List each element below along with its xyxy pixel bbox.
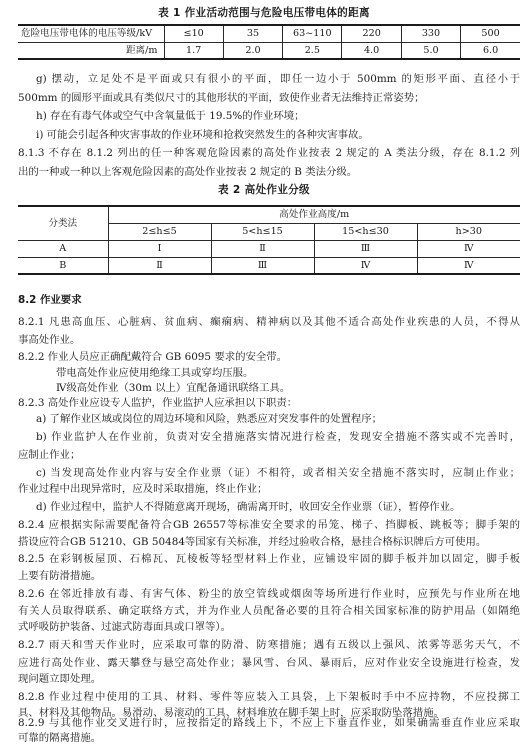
table2-grade-cell: Ⅳ: [417, 257, 520, 274]
table1-voltage-cell: ≤10: [164, 25, 223, 42]
table2-range-cell: 15<h≤30: [314, 223, 417, 240]
text-line: 上要有防滑措施。: [18, 570, 102, 582]
table2-class-cell: A: [18, 240, 108, 257]
text-line: 8.2.8 作业过程中使用的工具、材料、零件等应装入工具袋，上下架板时手中不应持物，不应投掷工: [18, 691, 520, 703]
table1-distance-cell: 6.0: [461, 42, 520, 59]
text-line: 8.2.4 应根据实际需要配备符合GB 26557等标准安全要求的吊笼、梯子、挡脚板、跳板等；脚手架的: [18, 519, 520, 531]
table1-distance-cell: 2.5: [283, 42, 342, 59]
table2-grade-cell: Ⅱ: [211, 240, 314, 257]
table2-group-header: 高处作业高度/m: [108, 206, 520, 223]
table2-grade-cell: Ⅱ: [108, 257, 211, 274]
text-line: 具、材料及其他物品。易滑动、易滚动的工具、材料堆放在脚手架上时，应采取防坠落措施。: [18, 707, 445, 719]
text-line: 8.2.5 在彩钢板屋顶、石棉瓦、瓦棱板等轻型材料上作业，应铺设牢固的脚手板并加以固定，脚手板: [18, 553, 520, 565]
text-line: 8.2.9 与其他作业交叉进行时，应按指定的路线上下，不应上下垂直作业，如果确需垂直作业应采取: [18, 717, 520, 729]
table1: [18, 24, 520, 60]
text-line: a) 了解作业区域或岗位的周边环境和风险，熟悉应对突发事件的处置程序；: [36, 413, 383, 425]
text-line: Ⅳ级高处作业（30m 以上）宜配备通讯联络工具。: [56, 382, 291, 394]
table2-range-cell: 2≤h≤5: [108, 223, 211, 240]
table1-distance-cell: 5.0: [401, 42, 460, 59]
table2-row-a: [18, 240, 520, 257]
text-line: d) 作业过程中，监护人不得随意离开现场，确需离开时，收回安全作业票（证），暂停作业。: [36, 501, 461, 513]
table1-voltage-cell: 35: [223, 25, 282, 42]
text-line: 作业过程中出现异常时，应及时采取措施，终止作业；: [18, 483, 268, 495]
table2-header-row: [18, 206, 520, 223]
table1-distance-cell: 4.0: [342, 42, 401, 59]
text-line: 搭设应符合GB 51210、GB 50484等国家有关标准，并经过验收合格，悬挂合格标识牌后方可使用。: [18, 536, 487, 548]
table1-voltage-cell: 63~110: [283, 25, 342, 42]
text-line: 应进行高处作业、露天攀登与悬空高处作业；暴风雪、台风、暴雨后，应对作业安全设施进行检查，发: [18, 657, 520, 669]
text-line: 出的一种或一种以上客观危险因素的高处作业按表 2 规定的 B 类法分级。: [18, 166, 358, 178]
text-line: 现问题立即处理。: [18, 673, 102, 685]
table2-range-cell: 5<h≤15: [211, 223, 314, 240]
text-line: 有关人员取得联系、确定联络方式，并为作业人员配备必要的且符合相关国家标准的防护用品（如隔绝: [18, 605, 520, 617]
text-line: 8.2.2 作业人员应正确配戴符合 GB 6095 要求的安全带。: [18, 351, 288, 363]
table2-range-cell: h>30: [417, 223, 520, 240]
text-line: 8.2.7 雨天和雪天作业时，应采取可靠的防滑、防寒措施；遇有五级以上强风、浓雾等恶劣天气，不: [18, 639, 520, 651]
table2-grade-cell: Ⅳ: [417, 240, 520, 257]
table1-voltage-cell: 220: [342, 25, 401, 42]
table2-class-cell: B: [18, 257, 108, 274]
text-line: h) 存在有毒气体或空气中含氧量低于 19.5%的作业环境；: [36, 110, 305, 122]
table1-voltage-label: 危险电压带电体的电压等级/kV: [18, 25, 164, 42]
text-line: 8.2.1 凡患高血压、心脏病、贫血病、癫痫病、精神病以及其他不适合高处作业疾患的人员，不得从: [18, 316, 520, 328]
text-line: c) 当发现高处作业内容与安全作业票（证）不相符，或者相关安全措施不落实时，应制止作业；: [36, 467, 520, 479]
section-heading: 8.2 作业要求: [18, 294, 82, 306]
text-line: 带电高处作业应使用绝缘工具或穿均压服。: [56, 367, 254, 379]
table1-row-distance: [18, 42, 520, 59]
table2-col1-header: 分类法: [18, 206, 108, 240]
table1-distance-label: 距离/m: [18, 42, 164, 59]
table2-caption: 表 2 高处作业分级: [218, 184, 310, 196]
table2-grade-cell: Ⅲ: [211, 257, 314, 274]
text-line: g) 摆动，立足处不是平面或只有很小的平面，即任一边小于 500mm 的矩形平面、直径小于: [36, 73, 520, 85]
text-line: i) 可能会引起各种灾害事故的作业环境和抢救突然发生的各种灾害事故。: [36, 129, 369, 141]
text-line: 可靠的隔离措施。: [18, 732, 102, 744]
table1-caption: 表 1 作业活动范围与危险电压带电体的距离: [158, 7, 370, 19]
text-line: 应制止作业；: [18, 449, 81, 461]
text-line: 500mm 的圆形平面或具有类似尺寸的其他形状的平面，致使作业者无法维持正常姿势；: [18, 92, 425, 104]
table2-grade-cell: Ⅲ: [314, 240, 417, 257]
text-line: 8.2.3 高处作业应设专人监护，作业监护人应承担以下职责：: [18, 397, 298, 409]
table2-grade-cell: Ⅳ: [314, 257, 417, 274]
table2-grade-cell: Ⅰ: [108, 240, 211, 257]
text-line: b) 作业监护人在作业前，负责对安全措施落实情况进行检查，发现安全措施不落实或不完善时，: [36, 431, 520, 443]
text-line: 事高处作业。: [18, 334, 81, 346]
table1-voltage-cell: 330: [401, 25, 460, 42]
text-line: 8.1.3 不存在 8.1.2 列出的任一种客观危险因素的高处作业按表 2 规定的 A 类法分级，存在 8.1.2 列: [18, 147, 520, 159]
text-line: 8.2.6 在邻近排放有毒、有害气体、粉尘的放空管线或烟囱等场所进行作业时，应预先与作业所在地: [18, 588, 520, 600]
table1-voltage-cell: 500: [461, 25, 520, 42]
text-line: 式呼吸防护装备、过滤式防毒面具或口罩等）。: [18, 621, 232, 633]
table1-distance-cell: 1.7: [164, 42, 223, 59]
table2-row-b: [18, 257, 520, 274]
table1-distance-cell: 2.0: [223, 42, 282, 59]
table1-row-voltage: [18, 25, 520, 42]
table2: [18, 205, 520, 275]
